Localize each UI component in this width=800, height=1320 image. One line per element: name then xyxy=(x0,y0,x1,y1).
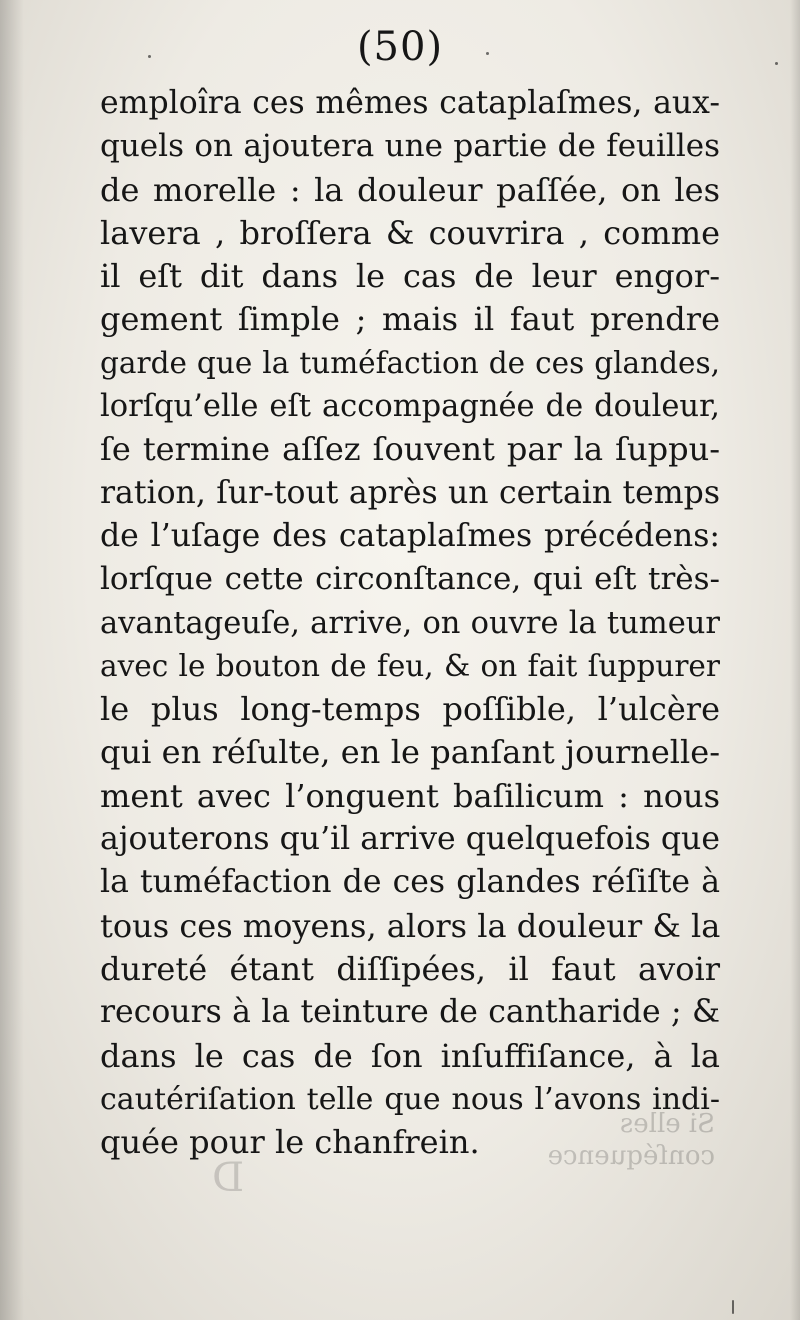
page-number: (50) xyxy=(356,24,444,70)
text-line: quée pour le chanfrein. xyxy=(100,1123,480,1162)
text-line: dans le cas de ſon inſuffiſance, à la xyxy=(100,1036,720,1075)
text-line: ajouterons qu’il arrive quelquefois que xyxy=(100,821,720,858)
text-line: lorſque cette circonſtance, qui eſt très- xyxy=(100,561,720,598)
text-line: quels on ajoutera une partie de feuilles xyxy=(100,128,720,165)
page-gutter-shadow xyxy=(0,0,24,1320)
paper-speck xyxy=(486,52,489,55)
text-line: qui en réſulte, en le panſant journelle- xyxy=(100,733,720,772)
paper-speck xyxy=(732,1300,734,1314)
text-line: garde que la tuméfaction de ces glandes, xyxy=(100,345,720,380)
text-line: ment avec l’onguent baſilicum : nous xyxy=(100,776,720,815)
text-line: il eſt dit dans le cas de leur engor- xyxy=(100,257,720,296)
text-line: tous ces moyens, alors la douleur & la xyxy=(100,906,721,945)
page-edge-shadow xyxy=(790,0,800,1320)
bleed-through-line: Si elles xyxy=(619,1109,715,1139)
signature-mark: D xyxy=(212,1155,245,1201)
text-line: le plus long-temps poſſible, l’ulcère xyxy=(100,690,720,729)
bleed-through-text xyxy=(495,1108,715,1172)
text-line: cautériſation telle que nous l’avons indi- xyxy=(100,1081,720,1117)
body-text xyxy=(100,82,720,1164)
text-line: dureté étant diſſipées, il faut avoir xyxy=(100,949,720,988)
text-line: emploîra ces mêmes cataplaſmes, aux- xyxy=(100,85,720,121)
text-line: ſe termine aſſez ſouvent par la ſuppu- xyxy=(100,430,720,469)
text-line: de morelle : la douleur paſſée, on les xyxy=(100,170,720,209)
paper-speck xyxy=(775,62,778,65)
text-line: ration, ſur-tout après un certain temps xyxy=(100,474,720,511)
text-line: avec le bouton de feu, & on fait ſuppurer xyxy=(100,648,720,683)
text-line: gement ſimple ; mais il faut prendre xyxy=(100,300,720,339)
text-line: la tuméfaction de ces glandes réſiſte à xyxy=(100,864,720,901)
text-line: de l’uſage des cataplaſmes précédens: xyxy=(100,517,720,554)
paper-speck xyxy=(148,55,151,58)
text-line: lorſqu’elle eſt accompagnée de douleur, xyxy=(100,389,720,425)
text-line: recours à la teinture de cantharide ; & xyxy=(100,994,720,1031)
text-line: lavera , broſſera & couvrira , comme xyxy=(100,213,720,252)
bleed-through-line: conſéquence xyxy=(547,1141,715,1171)
text-line: avantageuſe, arrive, on ouvre la tumeur xyxy=(100,605,720,641)
